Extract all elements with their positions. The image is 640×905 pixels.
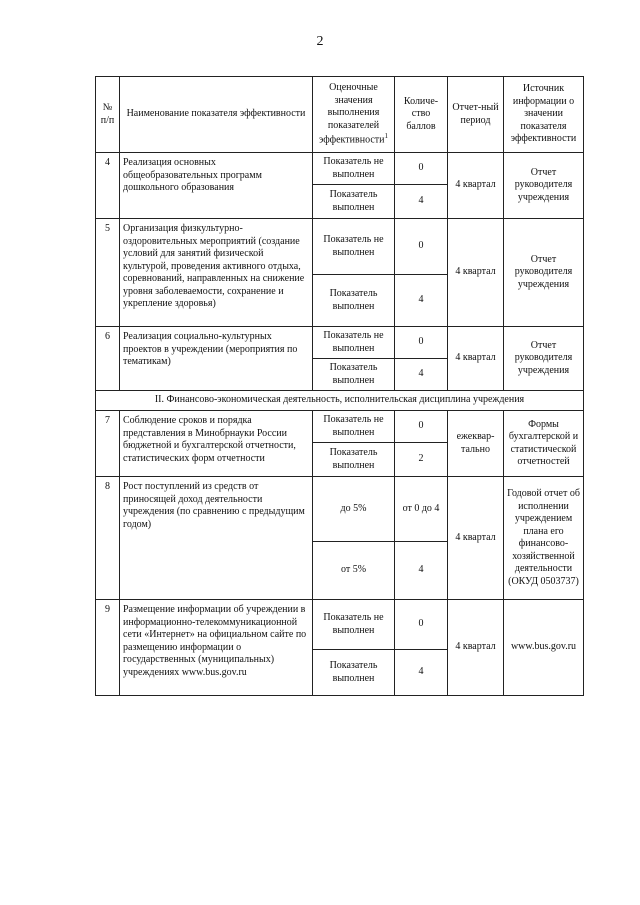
row-number: 7 (96, 411, 120, 477)
section-heading-row (96, 391, 584, 411)
evaluation-value: от 5% (313, 542, 395, 600)
score-value: 4 (395, 650, 448, 696)
evaluation-value: Показатель выполнен (313, 443, 395, 477)
table-row (96, 219, 584, 275)
header-score: Количе-ство баллов (395, 77, 448, 153)
evaluation-value: Показатель выполнен (313, 185, 395, 219)
score-value: 0 (395, 327, 448, 359)
row-number: 5 (96, 219, 120, 327)
row-number: 8 (96, 477, 120, 600)
report-period: 4 квартал (448, 219, 504, 327)
section-heading: II. Финансово-экономическая деятельность, исполнительская дисциплина учреждения (96, 391, 584, 411)
score-value: 0 (395, 600, 448, 650)
report-period: 4 квартал (448, 600, 504, 696)
info-source: Годовой отчет об исполнении учреждением плана его финансово-хозяйственной деятельности (ОКУД 0503737) (504, 477, 584, 600)
table-header-row (96, 77, 584, 153)
score-value: 4 (395, 359, 448, 391)
evaluation-value: до 5% (313, 477, 395, 542)
info-source: www.bus.gov.ru (504, 600, 584, 696)
score-value: 4 (395, 275, 448, 327)
evaluation-value: Показатель не выполнен (313, 153, 395, 185)
header-eval-text: Оценочные значения выполнения показателей эффективности (318, 82, 385, 146)
evaluation-value: Показатель выполнен (313, 650, 395, 696)
indicator-name: Соблюдение сроков и порядка представления в Минобрнауки России бюджетной и бухгалтерской отчетности, статистических форм отчетности (120, 411, 313, 477)
info-source: Формы бухгалтерской и статистической отчетностей (504, 411, 584, 477)
indicator-name: Реализация основных общеобразовательных программ дошкольного образования (120, 153, 313, 219)
score-value: 2 (395, 443, 448, 477)
header-name: Наименование показателя эффективности (120, 77, 313, 153)
score-value: 0 (395, 219, 448, 275)
table-row (96, 411, 584, 443)
indicator-name: Рост поступлений из средств от приносящей доход деятельности учреждения (по сравнению с предыдущим годом) (120, 477, 313, 600)
score-value: 0 (395, 411, 448, 443)
info-source: Отчет руководителя учреждения (504, 153, 584, 219)
evaluation-value: Показатель не выполнен (313, 600, 395, 650)
footnote-marker: 1 (384, 132, 388, 141)
evaluation-value: Показатель не выполнен (313, 411, 395, 443)
table-row (96, 327, 584, 359)
score-value: 4 (395, 185, 448, 219)
report-period: 4 квартал (448, 477, 504, 600)
score-value: 0 (395, 153, 448, 185)
info-source: Отчет руководителя учреждения (504, 327, 584, 391)
evaluation-value: Показатель выполнен (313, 275, 395, 327)
report-period: 4 квартал (448, 153, 504, 219)
info-source: Отчет руководителя учреждения (504, 219, 584, 327)
table-row (96, 153, 584, 185)
row-number: 9 (96, 600, 120, 696)
evaluation-value: Показатель не выполнен (313, 327, 395, 359)
efficiency-indicators-table (95, 76, 584, 696)
row-number: 6 (96, 327, 120, 391)
header-eval (313, 77, 395, 153)
indicator-name: Организация физкультурно-оздоровительных мероприятий (создание условий для занятий физической культурой, проведения активного отдыха, соревнований, направленных на снижение уровня заболеваемости, сохранение и укрепление здоровья) (120, 219, 313, 327)
evaluation-value: Показатель не выполнен (313, 219, 395, 275)
score-value: от 0 до 4 (395, 477, 448, 542)
header-period: Отчет-ный период (448, 77, 504, 153)
evaluation-value: Показатель выполнен (313, 359, 395, 391)
score-value: 4 (395, 542, 448, 600)
header-num: № п/п (96, 77, 120, 153)
table-row (96, 600, 584, 650)
row-number: 4 (96, 153, 120, 219)
indicator-name: Реализация социально-культурных проектов в учреждении (мероприятия по тематикам) (120, 327, 313, 391)
header-source: Источник информации о значении показателя эффективности (504, 77, 584, 153)
page-number: 2 (316, 34, 324, 49)
report-period: 4 квартал (448, 327, 504, 391)
indicator-name: Размещение информации об учреждении в информационно-телекоммуникационной сети «Интернет» на официальном сайте по размещению информации о государственных (муниципальных) учреждениях www.bus.gov.ru (120, 600, 313, 696)
report-period: ежеквар-тально (448, 411, 504, 477)
table-row (96, 477, 584, 542)
